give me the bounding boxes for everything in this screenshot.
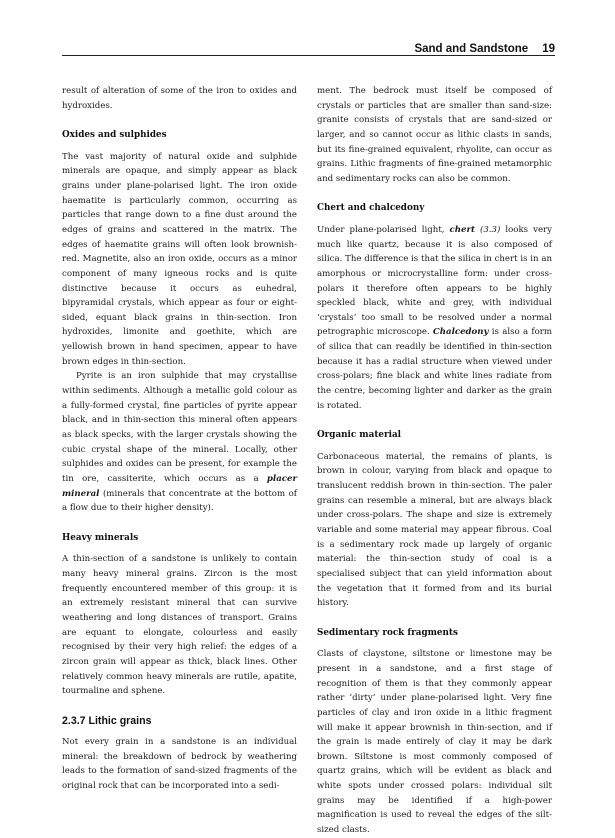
paragraph-lithic-grains: Not every grain in a sandstone is an individual mineral: the breakdown of bedrock by weathering leads to the formation of sand-sized fragments of the original rock that can be incorporated into a sedi- [62,737,297,792]
paragraph-bedrock: ment. The bedrock must itself be composed of crystals or particles that are smaller than sand-size: granite consists of crystals that are sand-sized or larger, and so cannot occur as lithic clasts in sands, but its fine-grained equivalent, rhyolite, can occur as grains. Lithic fragments of fine-grained metamorphic and sedimentary rocks can also be common. [317,86,552,184]
paragraph-pyrite: Pyrite is an iron sulphide that may crystallise within sediments. Although a metallic gold colour as a fully-formed crystal, fine particles of pyrite appear black, and in thin-section this mineral often appears as black specks, with the larger crystals showing the cubic crystal shape of the mineral. Locally, other sulphides and oxides can be present, for example the tin ore, cassiterite, which occurs as a placer mineral (minerals that concentrate at the bottom of a flow due to their higher density). [62,371,297,514]
paragraph-chert: Under plane-polarised light, chert (3.3) looks very much like quartz, because it is also composed of silica. The difference is that the silica in chert is in an amorphous or microcrystalline form: under cross-polars it therefore often appears to be highly speckled black, white and grey, with individual ‘crystals’ too small to be resolved under a normal petrographic microscope. Chalcedony is also a form of silica that can readily be identified in thin-section because it has a radial structure when viewed under cross-polars; fine black and white lines radiate from the centre, becoming lighter and darker as the grain is rotated. [317,224,552,411]
heading-oxides-and-sulphides: Oxides and sulphides [62,129,167,140]
paragraph-organic: Carbonaceous material, the remains of plants, is brown in colour, varying from black and opaque to translucent reddish brown in thin-section. The paler grains can resemble a mineral, but are always black under cross-polars. The shape and size is extremely variable and some material may appear fibrous. Coal is a sedimentary rock made up largely of organic material: the thin-section study of coal is a specialised subject that can yield information about the vegetation that it formed from and its burial history. [317,451,552,609]
running-title: Sand and Sandstone [414,43,529,55]
paragraph-heavy-minerals: A thin-section of a sandstone is unlikely to contain many heavy mineral grains. Zircon is the most frequently encountered member of this group: it is an extremely resistant mineral that can survive weathering and long distances of transport. Grains are equant to elongate, colourless and easily recognised by their very high relief: the edges of a zircon grain will appear as thick, black lines. Other relatively common heavy minerals are rutile, apatite, tourmaline and sphene. [62,554,297,697]
left-column [62,84,297,794]
paragraph-sedimentary-fragments: Clasts of claystone, siltstone or limestone may be present in a sandstone, and a first stage of recognition of them is that they commonly appear rather ‘dirty’ under plane-polarised light. Very fine particles of clay and iron oxide in a lithic fragment will make it appear brownish in thin-section, and if the grain is made entirely of clay it may be dark brown. Siltstone is most commonly composed of quartz grains, which will be evident as black and white spots under crossed polars: individual silt grains may be identified if a high-power magnification is used to reveal the edges of the silt-sized clasts. [317,649,552,836]
section-reference: (3.3) [479,224,501,235]
heading-heavy-minerals: Heavy minerals [62,532,139,543]
term-chalcedony: Chalcedony [432,327,489,338]
term-placer-mineral: placer mineral [62,474,297,499]
page-number: 19 [542,43,555,55]
header-rule [62,55,555,56]
running-header [414,43,555,55]
right-column [317,84,552,838]
heading-organic-material: Organic material [317,430,401,441]
heading-sedimentary-rock-fragments: Sedimentary rock fragments [317,627,458,638]
section-heading-lithic-grains: 2.3.7 Lithic grains [62,714,152,727]
paragraph-oxides: The vast majority of natural oxide and sulphide minerals are opaque, and simply appear as black grains under plane-polarised light. The iron oxide haematite is particularly common, occurring as particles that range down to a fine dust around the edges of grains and scattered in the matrix. The edges of haematite grains will often look brownish-red. Magnetite, also an iron oxide, occurs as a minor component of many igneous rocks and is quite distinctive because it occurs as euhedral, bipyramidal crystals, which appear as four or eight-sided, equant black grains in thin-section. Iron hydroxides, limonite and goethite, which are yellowish brown in hand specimen, appear to have brown edges in thin-section. [62,151,297,367]
paragraph-continuation: result of alteration of some of the iron to oxides and hydroxides. [62,86,297,111]
heading-chert-and-chalcedony: Chert and chalcedony [317,203,425,214]
term-chert: chert [449,224,475,235]
